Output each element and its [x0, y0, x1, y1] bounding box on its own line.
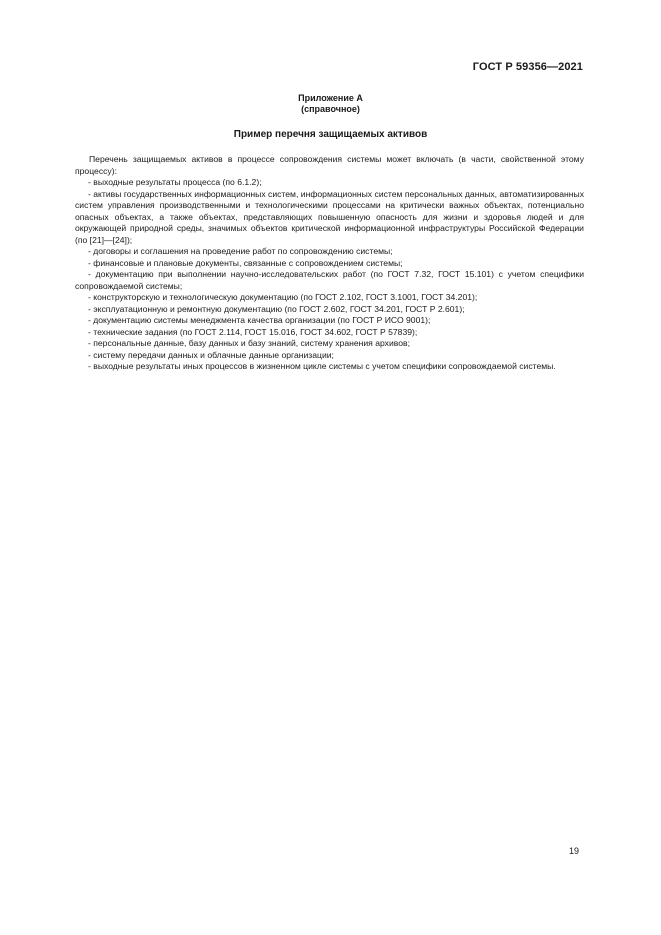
list-item: - финансовые и плановые документы, связанные с сопровождением системы;	[88, 257, 403, 268]
section-title: Пример перечня защищаемых активов	[233, 129, 428, 140]
annex-label: Приложение А	[298, 93, 363, 103]
list-item: - документацию системы менеджмента качества организации (по ГОСТ Р ИСО 9001);	[88, 315, 431, 325]
list-item: - договоры и соглашения на проведение работ по сопровождению системы;	[88, 246, 393, 256]
list-item: - систему передачи данных и облачные данные организации;	[88, 349, 334, 360]
annex-heading	[0, 93, 661, 115]
list-item: - активы государственных информационных систем, информационных систем персональных данных, автоматизированных систем управления производственными и технологическими процессами на критически важных объектах, потенциально опасных объектах, а также объектах, представляющих повышенную опасность для жизни и здоровья людей и для окружающей природной среды, значимых объектов критической информационной инфраструктуры Российской Федерации (по [21]—[24]);	[75, 188, 584, 245]
page-number: 19	[568, 846, 579, 856]
list-item: - конструкторскую и технологическую документацию (по ГОСТ 2.102, ГОСТ 3.1001, ГОСТ 34.201);	[88, 292, 478, 302]
list-item: - выходные результаты иных процессов в жизненном цикле системы с учетом специфики сопровождаемой системы.	[88, 361, 556, 371]
document-code: ГОСТ Р 59356—2021	[472, 61, 583, 73]
list-item: - эксплуатационную и ремонтную документацию (по ГОСТ 2.602, ГОСТ 34.201, ГОСТ Р 2.601);	[88, 303, 465, 314]
list-item: - документацию при выполнении научно-исследовательских работ (по ГОСТ 7.32, ГОСТ 15.101) с учетом специфики сопровождаемой системы;	[75, 269, 584, 291]
list-item: - персональные данные, базу данных и базу знаний, систему хранения архивов;	[88, 338, 410, 348]
list-item: - выходные результаты процесса (по 6.1.2);	[88, 177, 262, 187]
document-body	[75, 154, 584, 373]
list-item: - технические задания (по ГОСТ 2.114, ГОСТ 15.016, ГОСТ 34.602, ГОСТ Р 57839);	[88, 326, 418, 337]
intro-paragraph: Перечень защищаемых активов в процессе сопровождения системы может включать (в части, свойственной этому процессу):	[75, 154, 584, 176]
annex-type: (справочное)	[301, 104, 360, 114]
